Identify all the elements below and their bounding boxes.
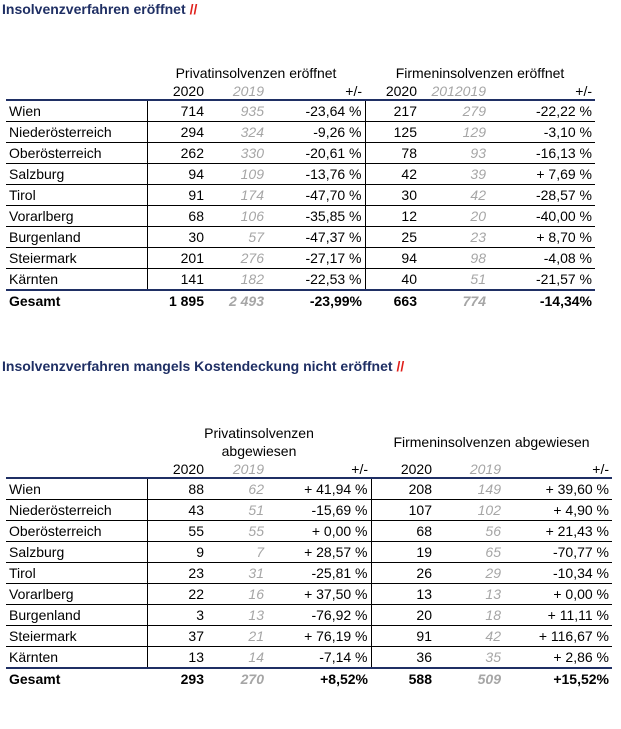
group-header-firm: Firmeninsolvenzen abgewiesen [393, 434, 590, 450]
firm-2020-cell: 20 [371, 605, 435, 626]
region-cell: Salzburg [6, 542, 147, 563]
total-firm-diff: -14,34% [489, 290, 595, 310]
region-cell: Niederösterreich [6, 122, 147, 143]
private-2020-cell: 141 [147, 269, 207, 291]
firm-diff-cell: -16,13 % [489, 143, 595, 164]
table-row [6, 122, 595, 143]
firm-diff-cell: + 11,11 % [504, 605, 612, 626]
private-2020-cell: 294 [147, 122, 207, 143]
section-title-text: Insolvenzverfahren eröffnet [2, 1, 186, 17]
private-diff-cell: -7,14 % [267, 647, 371, 669]
private-diff-cell: -13,76 % [267, 164, 365, 185]
col-header-2020: 2020 [385, 82, 417, 99]
firm-diff-cell: + 4,90 % [504, 500, 612, 521]
firm-diff-cell: -21,57 % [489, 269, 595, 291]
col-header-diff: +/- [575, 82, 592, 99]
firm-2020-cell: 78 [365, 143, 420, 164]
private-2019-cell: 106 [207, 206, 267, 227]
private-2019-cell: 57 [207, 227, 267, 248]
private-2019-cell: 109 [207, 164, 267, 185]
private-2020-cell: 43 [147, 500, 207, 521]
table-row [6, 206, 595, 227]
region-cell: Tirol [6, 185, 147, 206]
private-diff-cell: -15,69 % [267, 500, 371, 521]
private-2019-cell: 324 [207, 122, 267, 143]
section-title-text: Insolvenzverfahren mangels Kostendeckung nicht eröffnet [2, 358, 393, 374]
region-cell: Oberösterreich [6, 521, 147, 542]
total-private-diff: +8,52% [267, 668, 371, 688]
table-not-opened [6, 424, 612, 688]
region-cell: Wien [6, 478, 147, 500]
private-2019-cell: 174 [207, 185, 267, 206]
firm-2020-cell: 12 [365, 206, 420, 227]
total-private-2019: 270 [207, 668, 267, 688]
region-cell: Tirol [6, 563, 147, 584]
firm-2020-cell: 40 [365, 269, 420, 291]
col-header-2020: 2020 [172, 460, 204, 477]
firm-diff-cell: -10,34 % [504, 563, 612, 584]
private-diff-cell: + 37,50 % [267, 584, 371, 605]
firm-2020-cell: 91 [371, 626, 435, 647]
total-private-2020: 1 895 [147, 290, 207, 310]
firm-2020-cell: 94 [365, 248, 420, 269]
private-2020-cell: 201 [147, 248, 207, 269]
table-row [6, 605, 612, 626]
group-header-private-line2: abgewiesen [221, 443, 297, 459]
private-2020-cell: 30 [147, 227, 207, 248]
table-row [6, 100, 595, 122]
firm-2020-cell: 42 [365, 164, 420, 185]
table-row [6, 185, 595, 206]
private-2020-cell: 91 [147, 185, 207, 206]
firm-diff-cell: + 2,86 % [504, 647, 612, 669]
col-header-diff: +/- [592, 460, 609, 477]
private-2020-cell: 37 [147, 626, 207, 647]
private-2019-cell: 51 [207, 500, 267, 521]
private-diff-cell: -25,81 % [267, 563, 371, 584]
firm-diff-cell: + 116,67 % [504, 626, 612, 647]
firm-2019-cell: 129 [420, 122, 489, 143]
private-2020-cell: 55 [147, 521, 207, 542]
total-firm-2020: 663 [365, 290, 420, 310]
region-cell: Vorarlberg [6, 206, 147, 227]
firm-2020-cell: 25 [365, 227, 420, 248]
col-header-2019: 2019 [232, 82, 264, 99]
private-diff-cell: -47,70 % [267, 185, 365, 206]
private-diff-cell: -23,64 % [267, 100, 365, 122]
firm-2019-cell: 279 [420, 100, 489, 122]
firm-diff-cell: -28,57 % [489, 185, 595, 206]
table-row [6, 584, 612, 605]
firm-2020-cell: 217 [365, 100, 420, 122]
firm-diff-cell: + 8,70 % [489, 227, 595, 248]
private-2019-cell: 182 [207, 269, 267, 291]
table-row [6, 647, 612, 669]
private-2020-cell: 22 [147, 584, 207, 605]
private-diff-cell: -9,26 % [267, 122, 365, 143]
region-cell: Steiermark [6, 248, 147, 269]
firm-2020-cell: 68 [371, 521, 435, 542]
private-diff-cell: + 0,00 % [267, 521, 371, 542]
table-row [6, 542, 612, 563]
table-row [6, 500, 612, 521]
region-cell: Wien [6, 100, 147, 122]
firm-2019-cell: 13 [435, 584, 504, 605]
title-slashes: // [189, 1, 198, 17]
firm-2019-cell: 42 [435, 626, 504, 647]
total-firm-2019: 774 [420, 290, 489, 310]
total-private-2020: 293 [147, 668, 207, 688]
private-2019-cell: 21 [207, 626, 267, 647]
firm-diff-cell: -22,22 % [489, 100, 595, 122]
private-2020-cell: 88 [147, 478, 207, 500]
group-header-firm: Firmeninsolvenzen eröffnet [395, 65, 565, 81]
private-2020-cell: 9 [147, 542, 207, 563]
private-2019-cell: 16 [207, 584, 267, 605]
private-2020-cell: 23 [147, 563, 207, 584]
title-slashes: // [396, 358, 405, 374]
firm-2019-cell: 56 [435, 521, 504, 542]
region-cell: Oberösterreich [6, 143, 147, 164]
private-2020-cell: 3 [147, 605, 207, 626]
table-row [6, 269, 595, 291]
firm-2020-cell: 208 [371, 478, 435, 500]
group-header-private: Privatinsolvenzen [204, 425, 314, 441]
section-title-not-opened [2, 358, 404, 374]
private-2020-cell: 262 [147, 143, 207, 164]
firm-diff-cell: + 21,43 % [504, 521, 612, 542]
private-2019-cell: 62 [207, 478, 267, 500]
table-row [6, 563, 612, 584]
table-row [6, 143, 595, 164]
col-header-diff: +/- [351, 460, 368, 477]
section-title-opened [2, 1, 197, 17]
private-diff-cell: -20,61 % [267, 143, 365, 164]
firm-2019-cell: 23 [420, 227, 489, 248]
private-diff-cell: -76,92 % [267, 605, 371, 626]
table-row [6, 164, 595, 185]
firm-2019-cell: 29 [435, 563, 504, 584]
firm-2019-cell: 93 [420, 143, 489, 164]
region-cell: Burgenland [6, 605, 147, 626]
total-firm-2019: 509 [435, 668, 504, 688]
table-row [6, 248, 595, 269]
region-cell: Steiermark [6, 626, 147, 647]
firm-2019-cell: 35 [435, 647, 504, 669]
total-firm-2020: 588 [371, 668, 435, 688]
private-2019-cell: 330 [207, 143, 267, 164]
private-diff-cell: -27,17 % [267, 248, 365, 269]
total-row [6, 290, 595, 310]
firm-diff-cell: + 39,60 % [504, 478, 612, 500]
firm-diff-cell: -70,77 % [504, 542, 612, 563]
firm-2020-cell: 30 [365, 185, 420, 206]
region-cell: Kärnten [6, 269, 147, 291]
private-2020-cell: 13 [147, 647, 207, 669]
private-2020-cell: 94 [147, 164, 207, 185]
private-diff-cell: + 28,57 % [267, 542, 371, 563]
firm-2019-cell: 149 [435, 478, 504, 500]
total-label: Gesamt [6, 290, 147, 310]
firm-2020-cell: 125 [365, 122, 420, 143]
private-2019-cell: 31 [207, 563, 267, 584]
private-diff-cell: -22,53 % [267, 269, 365, 291]
private-2020-cell: 68 [147, 206, 207, 227]
table-row [6, 626, 612, 647]
private-2019-cell: 7 [207, 542, 267, 563]
firm-2019-cell: 20 [420, 206, 489, 227]
col-header-2020: 2020 [400, 460, 432, 477]
table-row [6, 227, 595, 248]
region-cell: Burgenland [6, 227, 147, 248]
total-firm-diff: +15,52% [504, 668, 612, 688]
firm-2019-cell: 51 [420, 269, 489, 291]
total-row [6, 668, 612, 688]
table-row [6, 478, 612, 500]
region-cell: Niederösterreich [6, 500, 147, 521]
private-diff-cell: + 41,94 % [267, 478, 371, 500]
firm-2020-cell: 13 [371, 584, 435, 605]
col-header-2019: 2019 [232, 460, 264, 477]
firm-2019-cell: 65 [435, 542, 504, 563]
table-row [6, 521, 612, 542]
firm-2019-cell: 102 [435, 500, 504, 521]
private-2019-cell: 55 [207, 521, 267, 542]
private-2019-cell: 935 [207, 100, 267, 122]
firm-diff-cell: + 7,69 % [489, 164, 595, 185]
col-header-2019: 2012019 [431, 82, 486, 99]
table-opened [6, 64, 595, 310]
col-header-diff: +/- [345, 82, 362, 99]
private-diff-cell: + 76,19 % [267, 626, 371, 647]
firm-2020-cell: 107 [371, 500, 435, 521]
total-private-diff: -23,99% [267, 290, 365, 310]
col-header-2019: 2019 [469, 460, 501, 477]
firm-2020-cell: 26 [371, 563, 435, 584]
col-header-2020: 2020 [172, 82, 204, 99]
region-cell: Kärnten [6, 647, 147, 669]
firm-diff-cell: + 0,00 % [504, 584, 612, 605]
total-private-2019: 2 493 [207, 290, 267, 310]
private-2019-cell: 13 [207, 605, 267, 626]
total-label: Gesamt [6, 668, 147, 688]
private-2019-cell: 14 [207, 647, 267, 669]
private-diff-cell: -47,37 % [267, 227, 365, 248]
region-cell: Vorarlberg [6, 584, 147, 605]
firm-diff-cell: -4,08 % [489, 248, 595, 269]
firm-2019-cell: 98 [420, 248, 489, 269]
private-diff-cell: -35,85 % [267, 206, 365, 227]
firm-diff-cell: -40,00 % [489, 206, 595, 227]
firm-2019-cell: 42 [420, 185, 489, 206]
private-2019-cell: 276 [207, 248, 267, 269]
firm-2020-cell: 36 [371, 647, 435, 669]
firm-2019-cell: 18 [435, 605, 504, 626]
private-2020-cell: 714 [147, 100, 207, 122]
firm-diff-cell: -3,10 % [489, 122, 595, 143]
region-cell: Salzburg [6, 164, 147, 185]
group-header-private: Privatinsolvenzen eröffnet [175, 65, 337, 81]
firm-2019-cell: 39 [420, 164, 489, 185]
firm-2020-cell: 19 [371, 542, 435, 563]
